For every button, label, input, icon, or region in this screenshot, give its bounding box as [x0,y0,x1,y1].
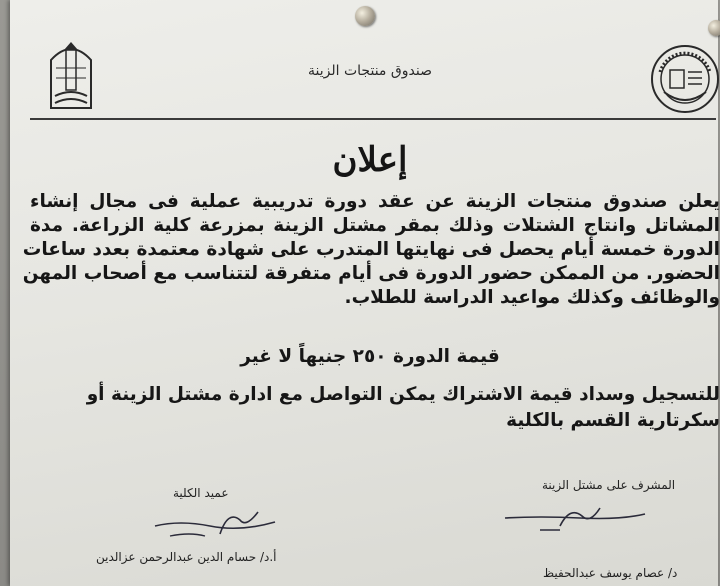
fund-name-header: صندوق منتجات الزينة [308,63,432,79]
body-line: الدورة خمسة أيام يحصل فى نهايتها المتدرب على شهادة معتمدة بعدد ساعات [22,239,720,260]
supervisor-name: د/ عصام يوسف عبدالحفيظ [543,566,678,580]
pushpin-icon [708,20,720,36]
body-line: المشاتل وانتاج الشتلات وذلك بمقر مشتل الزينة بمزرعة كلية الزراعة. مدة [30,215,720,236]
registration-info [30,382,720,434]
announcement-paper [10,0,718,586]
announcement-body [22,190,720,310]
faculty-seal-icon [650,42,720,116]
pushpin-icon [355,6,375,26]
dean-name: أ.د/ حسام الدين عبدالرحمن عزالدين [96,550,277,564]
body-line: والوظائف وكذلك مواعيد الدراسة للطلاب. [344,287,720,308]
announcement-title: إعلان [332,140,408,180]
header-divider [30,118,716,120]
body-line: يعلن صندوق منتجات الزينة عن عقد دورة تدريبية عملية فى مجال إنشاء [30,191,720,212]
registration-line: للتسجيل وسداد قيمة الاشتراك يمكن التواصل مع ادارة مشتل الزينة أو [86,384,720,405]
supervisor-signature-icon [500,496,650,536]
university-logo-icon [46,38,96,110]
registration-line: سكرتارية القسم بالكلية [506,410,720,431]
body-line: الحضور. من الممكن حضور الدورة فى أيام متفرقة لتتناسب مع أصحاب المهن [22,263,720,284]
supervisor-role: المشرف على مشتل الزينة [542,478,676,492]
dean-signature-icon [150,502,280,542]
dean-role: عميد الكلية [173,486,229,500]
course-price: قيمة الدورة ٢٥٠ جنيهاً لا غير [240,346,500,367]
